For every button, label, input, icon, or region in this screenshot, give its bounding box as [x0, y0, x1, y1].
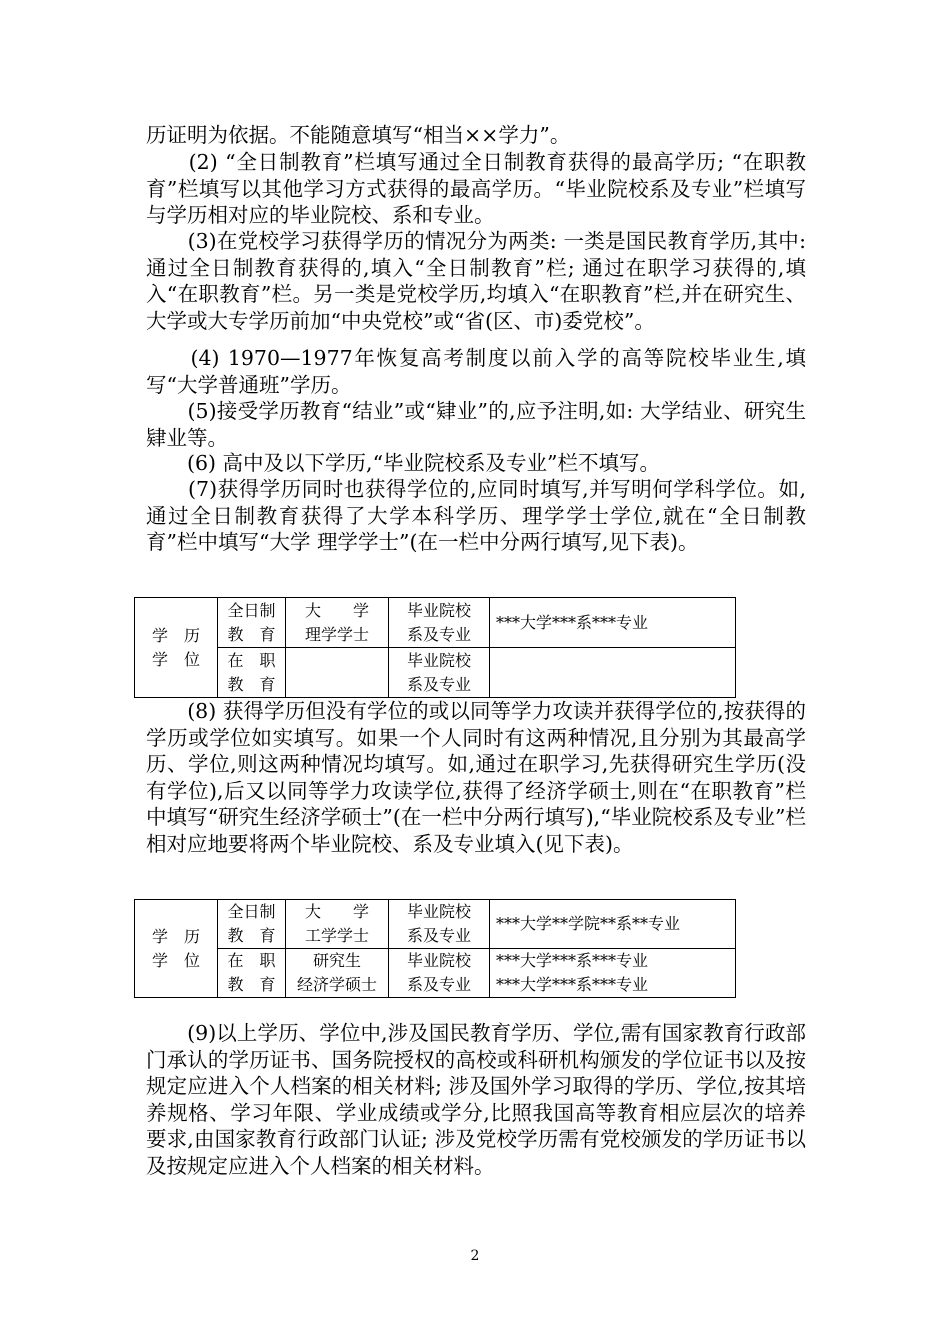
fulltime-degree-cell: 大 学 工学学士: [286, 900, 389, 949]
fulltime-degree-cell: 大 学 理学学士: [286, 598, 389, 648]
inservice-school-label-cell: 毕业院校 系及专业: [389, 949, 490, 998]
degree-table-1: [134, 597, 736, 698]
fulltime-school-label-cell: 毕业院校 系及专业: [389, 900, 490, 949]
row-label-cell: 学 历 学 位: [135, 598, 218, 698]
fulltime-school-label-cell: 毕业院校 系及专业: [389, 598, 490, 648]
paragraph-6: (6) 高中及以下学历,“毕业院校系及专业”栏不填写。: [146, 451, 661, 475]
inservice-degree-cell: [286, 648, 389, 698]
inservice-label-cell: 在 职 教 育: [218, 949, 286, 998]
inservice-school-value-cell: ***大学***系***专业 ***大学***系***专业: [490, 949, 736, 998]
fulltime-label-cell: 全日制 教 育: [218, 900, 286, 949]
row-label-cell: 学 历 学 位: [135, 900, 218, 998]
paragraph-1: 历证明为依据。不能随意填写“相当××学力”。: [146, 123, 571, 147]
paragraph-8: (8) 获得学历但没有学位的或以同等学力攻读并获得学位的,按获得的学历或学位如实填写。如果一个人同时有这两种情况,且分别为其最高学历、学位,则这两种情况均填写。如,通过在职学习,先获得研究生学历(没有学位),后又以同等学力攻读学位,获得了经济学硕士,则在“在职教育”栏中填写“研究生经济学硕士”(在一栏中分两行填写),“毕业院校系及专业”栏相对应地要将两个毕业院校、系及专业填入(见下表)。: [146, 699, 806, 856]
paragraph-7: (7)获得学历同时也获得学位的,应同时填写,并写明何学科学位。如,通过全日制教育获得了大学本科学历、理学学士学位,就在“全日制教育”栏中填写“大学 理学学士”(在一栏中分两行填写,见下表)。: [146, 477, 806, 554]
fulltime-label-cell: 全日制 教 育: [218, 598, 286, 648]
inservice-label-cell: 在 职 教 育: [218, 648, 286, 698]
degree-table-2: [134, 899, 736, 998]
fulltime-school-value-cell: ***大学**学院**系**专业: [490, 900, 736, 949]
inservice-school-label-cell: 毕业院校 系及专业: [389, 648, 490, 698]
inservice-degree-cell: 研究生 经济学硕士: [286, 949, 389, 998]
paragraph-3: (3)在党校学习获得学历的情况分为两类: 一类是国民教育学历,其中: 通过全日制教育获得的,填入“全日制教育”栏; 通过在职学习获得的,填入“在职教育”栏。另一类是党校学历,均填入“在职教育”栏,并在研究生、大学或大专学历前加“中央党校”或“省(区、市)委党校”。: [146, 229, 813, 333]
paragraph-4: (4) 1970—1977年恢复高考制度以前入学的高等院校毕业生,填写“大学普通班”学历。: [146, 346, 806, 397]
fulltime-school-value-cell: ***大学***系***专业: [490, 598, 736, 648]
paragraph-5: (5)接受学历教育“结业”或“肄业”的,应予注明,如: 大学结业、研究生肄业等。: [146, 399, 806, 450]
paragraph-9: (9)以上学历、学位中,涉及国民教育学历、学位,需有国家教育行政部门承认的学历证书、国务院授权的高校或科研机构颁发的学位证书以及按规定应进入个人档案的相关材料; 涉及国外学习取得的学历、学位,按其培养规格、学习年限、学业成绩或学分,比照我国高等教育相应层次的培养要求,由国家教育行政部门认证; 涉及党校学历需有党校颁发的学历证书以及按规定应进入个人档案的相关材料。: [146, 1021, 806, 1178]
inservice-school-value-cell: [490, 648, 736, 698]
page-number: 2: [470, 1248, 480, 1264]
paragraph-2: (2) “全日制教育”栏填写通过全日制教育获得的最高学历; “在职教育”栏填写以其他学习方式获得的最高学历。“毕业院校系及专业”栏填写与学历相对应的毕业院校、系和专业。: [146, 150, 806, 227]
